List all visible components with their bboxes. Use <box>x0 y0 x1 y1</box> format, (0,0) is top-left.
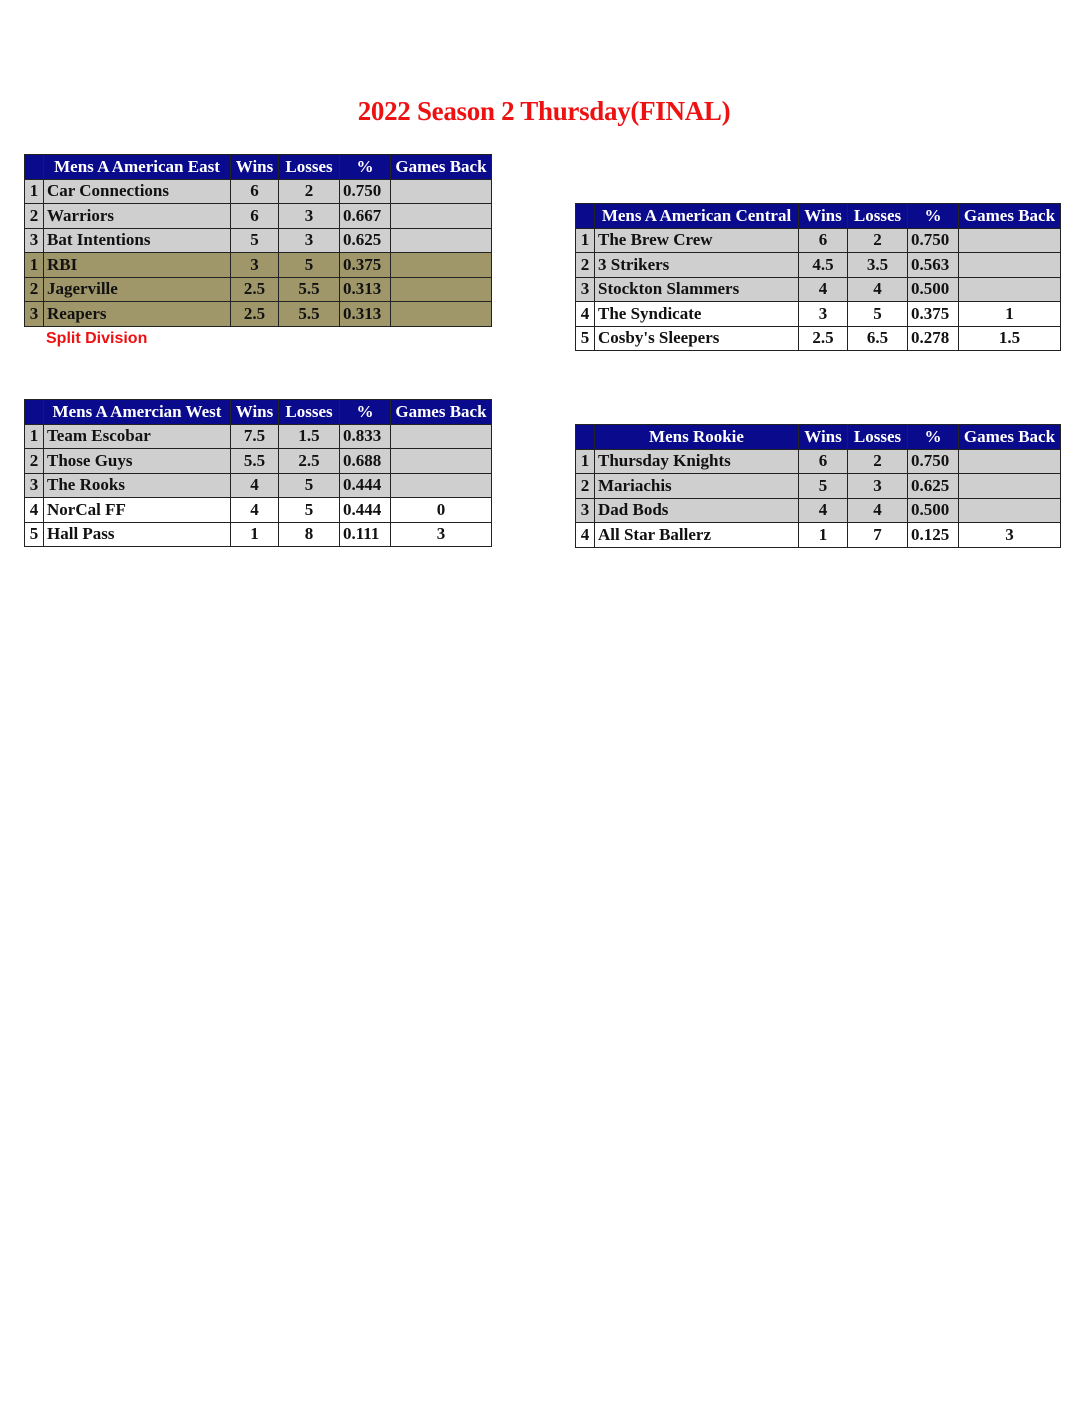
games-back-cell <box>391 228 492 253</box>
rank-cell: 1 <box>576 228 595 253</box>
header-losses: Losses <box>279 155 340 180</box>
losses-cell: 5 <box>279 473 340 498</box>
games-back-cell: 3 <box>959 523 1061 548</box>
table-header <box>25 155 492 180</box>
page-title: 2022 Season 2 Thursday(FINAL) <box>357 96 731 126</box>
rookie-standings-table <box>575 424 1061 548</box>
east-standings-table <box>24 154 492 327</box>
losses-cell: 6.5 <box>848 326 908 351</box>
header-games-back: Games Back <box>959 204 1061 229</box>
table-row <box>576 449 1061 474</box>
wins-cell: 4.5 <box>799 253 848 278</box>
west-standings-table <box>24 399 492 547</box>
header-losses: Losses <box>848 204 908 229</box>
header-rank <box>576 204 595 229</box>
team-cell: The Brew Crew <box>595 228 799 253</box>
table-header <box>25 400 492 425</box>
header-pct: % <box>908 204 959 229</box>
table-row <box>25 473 492 498</box>
pct-cell: 0.278 <box>908 326 959 351</box>
losses-cell: 5 <box>279 253 340 278</box>
rank-cell: 2 <box>576 253 595 278</box>
header-games-back: Games Back <box>391 155 492 180</box>
pct-cell: 0.500 <box>908 277 959 302</box>
header-wins: Wins <box>799 204 848 229</box>
split-division-label: Split Division <box>46 330 148 347</box>
table-row <box>25 228 492 253</box>
games-back-cell <box>391 424 492 449</box>
pct-cell: 0.667 <box>340 204 391 229</box>
team-cell: Warriors <box>44 204 231 229</box>
wins-cell: 4 <box>799 277 848 302</box>
pct-cell: 0.833 <box>340 424 391 449</box>
wins-cell: 3 <box>799 302 848 327</box>
table-row <box>576 523 1061 548</box>
division-name: Mens A American Central <box>595 204 799 229</box>
wins-cell: 4 <box>231 473 279 498</box>
pct-cell: 0.750 <box>908 228 959 253</box>
table-header <box>576 204 1061 229</box>
team-cell: Car Connections <box>44 179 231 204</box>
pct-cell: 0.375 <box>340 253 391 278</box>
wins-cell: 4 <box>799 498 848 523</box>
table-row <box>25 302 492 327</box>
games-back-cell: 1.5 <box>959 326 1061 351</box>
header-wins: Wins <box>799 425 848 450</box>
pct-cell: 0.625 <box>340 228 391 253</box>
header-games-back: Games Back <box>391 400 492 425</box>
header-rank <box>25 155 44 180</box>
rank-cell: 1 <box>25 424 44 449</box>
losses-cell: 2 <box>848 449 908 474</box>
pct-cell: 0.375 <box>908 302 959 327</box>
losses-cell: 3.5 <box>848 253 908 278</box>
rank-cell: 3 <box>576 277 595 302</box>
table-row <box>25 424 492 449</box>
losses-cell: 1.5 <box>279 424 340 449</box>
table-row <box>576 277 1061 302</box>
losses-cell: 2 <box>279 179 340 204</box>
team-cell: Team Escobar <box>44 424 231 449</box>
team-cell: Cosby's Sleepers <box>595 326 799 351</box>
losses-cell: 4 <box>848 498 908 523</box>
rank-cell: 2 <box>25 449 44 474</box>
header-losses: Losses <box>279 400 340 425</box>
team-cell: All Star Ballerz <box>595 523 799 548</box>
games-back-cell <box>391 179 492 204</box>
games-back-cell <box>959 474 1061 499</box>
header-wins: Wins <box>231 155 279 180</box>
rank-cell: 4 <box>25 498 44 523</box>
table-row <box>576 253 1061 278</box>
rank-cell: 5 <box>25 522 44 547</box>
rank-cell: 1 <box>25 253 44 278</box>
pct-cell: 0.444 <box>340 498 391 523</box>
rank-cell: 2 <box>25 204 44 229</box>
team-cell: 3 Strikers <box>595 253 799 278</box>
pct-cell: 0.750 <box>908 449 959 474</box>
losses-cell: 5 <box>848 302 908 327</box>
games-back-cell <box>959 449 1061 474</box>
losses-cell: 3 <box>279 204 340 229</box>
losses-cell: 2.5 <box>279 449 340 474</box>
games-back-cell: 3 <box>391 522 492 547</box>
losses-cell: 5.5 <box>279 277 340 302</box>
losses-cell: 3 <box>279 228 340 253</box>
division-name: Mens A American East <box>44 155 231 180</box>
rank-cell: 3 <box>25 302 44 327</box>
team-cell: Stockton Slammers <box>595 277 799 302</box>
rank-cell: 3 <box>25 473 44 498</box>
header-rank <box>576 425 595 450</box>
games-back-cell <box>959 228 1061 253</box>
games-back-cell: 0 <box>391 498 492 523</box>
wins-cell: 3 <box>231 253 279 278</box>
pct-cell: 0.688 <box>340 449 391 474</box>
team-cell: Hall Pass <box>44 522 231 547</box>
games-back-cell <box>391 449 492 474</box>
team-cell: RBI <box>44 253 231 278</box>
pct-cell: 0.444 <box>340 473 391 498</box>
table-header <box>576 425 1061 450</box>
team-cell: Bat Intentions <box>44 228 231 253</box>
games-back-cell <box>959 253 1061 278</box>
games-back-cell <box>959 498 1061 523</box>
pct-cell: 0.125 <box>908 523 959 548</box>
wins-cell: 7.5 <box>231 424 279 449</box>
losses-cell: 3 <box>848 474 908 499</box>
losses-cell: 4 <box>848 277 908 302</box>
pct-cell: 0.750 <box>340 179 391 204</box>
losses-cell: 7 <box>848 523 908 548</box>
games-back-cell <box>391 473 492 498</box>
pct-cell: 0.111 <box>340 522 391 547</box>
losses-cell: 5.5 <box>279 302 340 327</box>
team-cell: Those Guys <box>44 449 231 474</box>
table-row <box>576 474 1061 499</box>
pct-cell: 0.563 <box>908 253 959 278</box>
table-row <box>25 522 492 547</box>
team-cell: Mariachis <box>595 474 799 499</box>
games-back-cell <box>391 253 492 278</box>
division-name: Mens Rookie <box>595 425 799 450</box>
table-row <box>25 179 492 204</box>
team-cell: Jagerville <box>44 277 231 302</box>
team-cell: Thursday Knights <box>595 449 799 474</box>
team-cell: Dad Bods <box>595 498 799 523</box>
games-back-cell <box>391 302 492 327</box>
table-row <box>25 204 492 229</box>
team-cell: The Syndicate <box>595 302 799 327</box>
header-pct: % <box>908 425 959 450</box>
rank-cell: 2 <box>576 474 595 499</box>
table-row <box>576 302 1061 327</box>
table-row <box>25 449 492 474</box>
table-row <box>25 253 492 278</box>
rank-cell: 4 <box>576 302 595 327</box>
central-standings-table <box>575 203 1061 351</box>
table-row <box>25 498 492 523</box>
header-pct: % <box>340 400 391 425</box>
team-cell: Reapers <box>44 302 231 327</box>
division-name: Mens A Amercian West <box>44 400 231 425</box>
rank-cell: 3 <box>576 498 595 523</box>
header-pct: % <box>340 155 391 180</box>
games-back-cell <box>959 277 1061 302</box>
losses-cell: 2 <box>848 228 908 253</box>
rank-cell: 3 <box>25 228 44 253</box>
header-games-back: Games Back <box>959 425 1061 450</box>
losses-cell: 5 <box>279 498 340 523</box>
team-cell: NorCal FF <box>44 498 231 523</box>
header-rank <box>25 400 44 425</box>
table-row <box>576 326 1061 351</box>
wins-cell: 5 <box>231 228 279 253</box>
rank-cell: 5 <box>576 326 595 351</box>
wins-cell: 5 <box>799 474 848 499</box>
table-row <box>25 277 492 302</box>
pct-cell: 0.313 <box>340 302 391 327</box>
wins-cell: 6 <box>799 228 848 253</box>
wins-cell: 4 <box>231 498 279 523</box>
table-row <box>576 498 1061 523</box>
pct-cell: 0.313 <box>340 277 391 302</box>
header-losses: Losses <box>848 425 908 450</box>
wins-cell: 1 <box>799 523 848 548</box>
table-row <box>576 228 1061 253</box>
wins-cell: 2.5 <box>799 326 848 351</box>
rank-cell: 1 <box>25 179 44 204</box>
games-back-cell <box>391 277 492 302</box>
rank-cell: 2 <box>25 277 44 302</box>
wins-cell: 6 <box>231 179 279 204</box>
header-wins: Wins <box>231 400 279 425</box>
wins-cell: 2.5 <box>231 302 279 327</box>
pct-cell: 0.500 <box>908 498 959 523</box>
wins-cell: 1 <box>231 522 279 547</box>
rank-cell: 4 <box>576 523 595 548</box>
team-cell: The Rooks <box>44 473 231 498</box>
wins-cell: 5.5 <box>231 449 279 474</box>
games-back-cell: 1 <box>959 302 1061 327</box>
wins-cell: 6 <box>231 204 279 229</box>
losses-cell: 8 <box>279 522 340 547</box>
wins-cell: 6 <box>799 449 848 474</box>
wins-cell: 2.5 <box>231 277 279 302</box>
rank-cell: 1 <box>576 449 595 474</box>
games-back-cell <box>391 204 492 229</box>
pct-cell: 0.625 <box>908 474 959 499</box>
